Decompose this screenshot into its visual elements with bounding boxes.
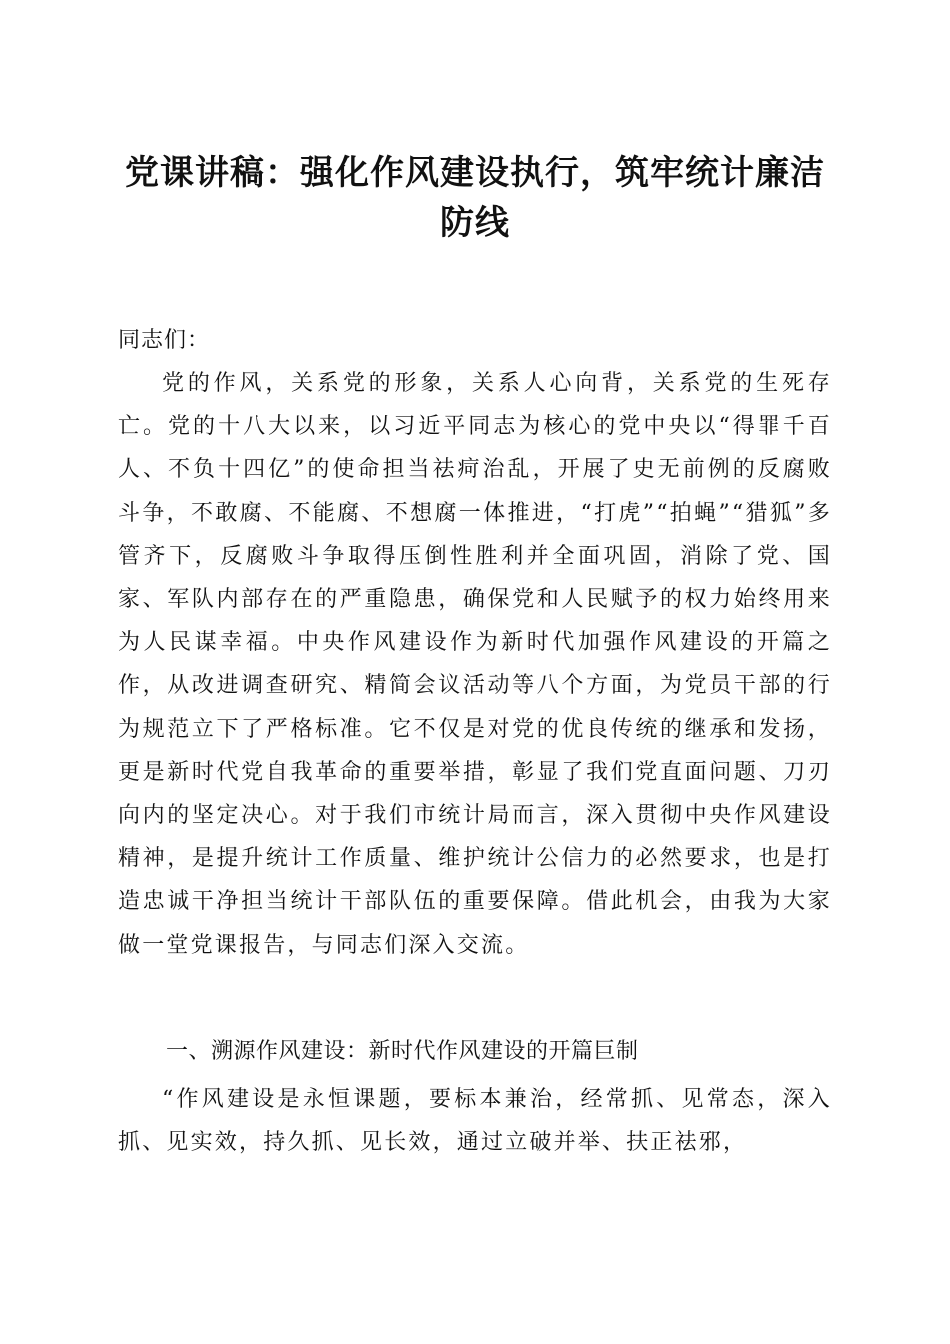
body-paragraph: 党的作风，关系党的形象，关系人心向背，关系党的生死存亡。党的十八大以来，以习近平同志为核心的党中央以“得罪千百人、不负十四亿”的使命担当祛疴治乱，开展了史无前例的反腐败斗争，不敢腐、不能腐、不想腐一体推进，“打虎”“拍蝇”“猎狐”多管齐下，反腐败斗争取得压倒性胜利并全面巩固，消除了党、国家、军队内部存在的严重隐患，确保党和人民赋予的权力始终用来为人民谋幸福。中央作风建设作为新时代加强作风建设的开篇之作，从改进调查研究、精简会议活动等八个方面，为党员干部的行为规范立下了严格标准。它不仅是对党的优良传统的继承和发扬，更是新时代党自我革命的重要举措，彰显了我们党直面问题、刀刃向内的坚定决心。对于我们市统计局而言，深入贯彻中央作风建设精神，是提升统计工作质量、维护统计公信力的必然要求，也是打造忠诚干净担当统计干部队伍的重要保障。借此机会，由我为大家做一堂党课报告，与同志们深入交流。 bbox=[118, 371, 832, 958]
section-heading: 一、溯源作风建设：新时代作风建设的开篇巨制 bbox=[166, 1039, 639, 1064]
document-title: 党课讲稿：强化作风建设执行，筑牢统计廉洁防线 bbox=[125, 153, 825, 243]
salutation: 同志们： bbox=[118, 328, 211, 353]
body-paragraph: “作风建设是永恒课题，要标本兼治，经常抓、见常态，深入抓、见实效，持久抓、见长效，通过立破并举、扶正祛邪， bbox=[118, 1087, 832, 1156]
